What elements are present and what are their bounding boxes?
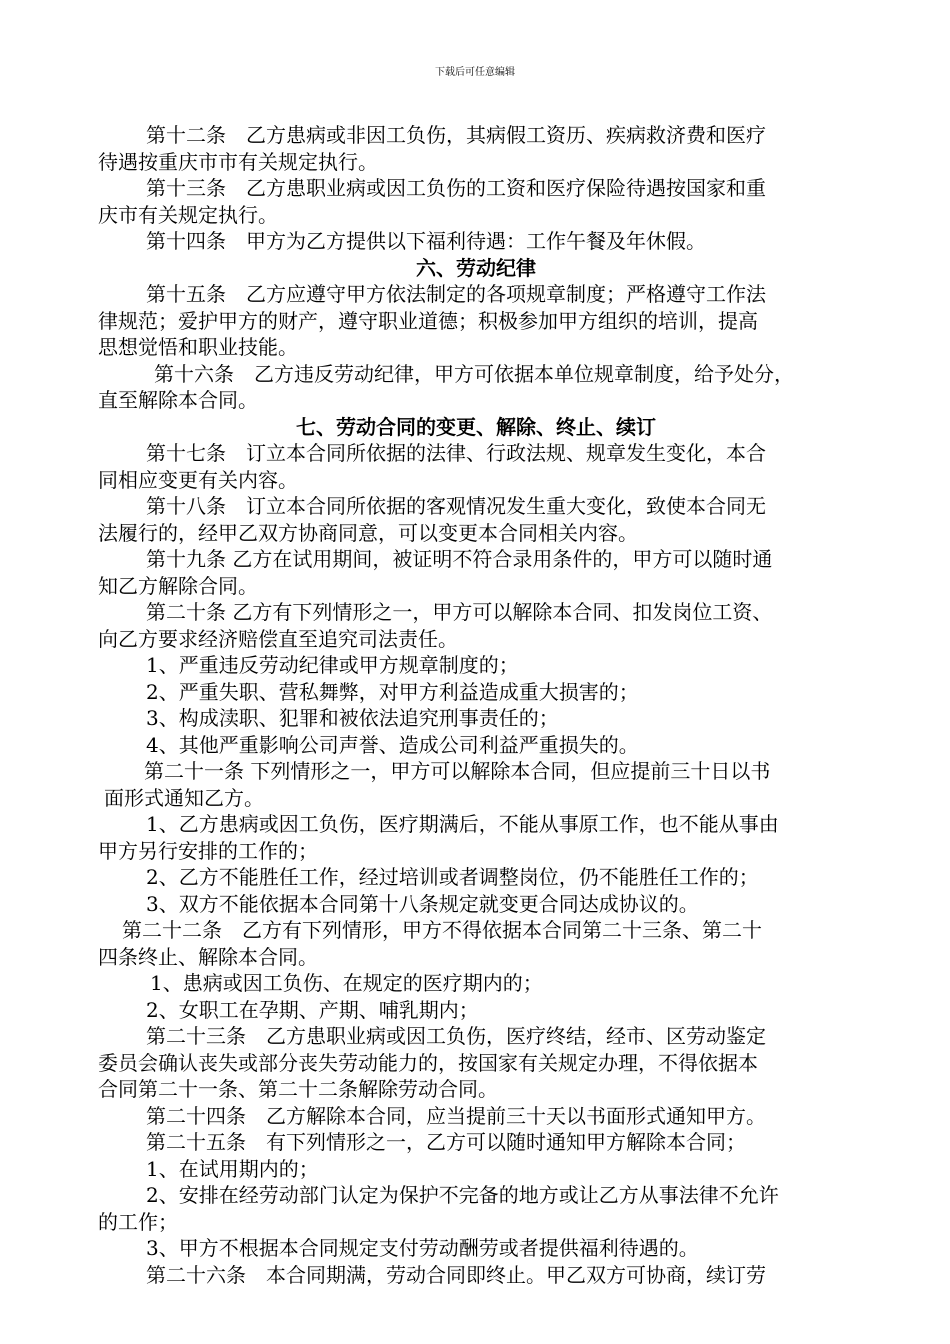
document-body xyxy=(98,122,854,1288)
paragraph-line: 第二十四条 乙方解除本合同，应当提前三十天以书面形式通知甲方。 xyxy=(146,1103,766,1128)
paragraph-line: 面形式通知乙方。 xyxy=(104,785,264,810)
paragraph-line: 3、双方不能依据本合同第十八条规定就变更合同达成协议的。 xyxy=(146,891,699,916)
paragraph-line: 第十三条 乙方患职业病或因工负伤的工资和医疗保险待遇按国家和重 xyxy=(146,176,766,200)
paragraph-line: 2、女职工在孕期、产期、哺乳期内； xyxy=(146,997,479,1022)
paragraph-line: 第二十三条 乙方患职业病或因工负伤，医疗终结，经市、区劳动鉴定 xyxy=(146,1024,766,1048)
paragraph-line: 第十八条 订立本合同所依据的客观情况发生重大变化，致使本合同无 xyxy=(146,494,766,518)
paragraph-line: 直至解除本合同。 xyxy=(98,388,258,412)
paragraph-line: 合同第二十一条、第二十二条解除劳动合同。 xyxy=(98,1077,498,1101)
paragraph-line: 3、甲方不根据本合同规定支付劳动酬劳或者提供福利待遇的。 xyxy=(146,1236,699,1260)
paragraph-line: 第十五条 乙方应遵守甲方依法制定的各项规章制度；严格遵守工作法 xyxy=(146,282,766,306)
paragraph-line: 4、其他严重影响公司声誉、造成公司利益严重损失的。 xyxy=(146,732,639,757)
paragraph-line: 1、严重违反劳动纪律或甲方规章制度的； xyxy=(146,653,519,677)
paragraph-line: 2、乙方不能胜任工作，经过培训或者调整岗位，仍不能胜任工作的； xyxy=(146,865,759,889)
paragraph-line: 知乙方解除合同。 xyxy=(98,573,258,598)
paragraph-line: 3、构成渎职、犯罪和被依法追究刑事责任的； xyxy=(146,706,559,730)
paragraph-line: 第二十五条 有下列情形之一，乙方可以随时通知甲方解除本合同； xyxy=(146,1130,746,1154)
section-heading: 六、劳动纪律 xyxy=(416,255,536,280)
paragraph-line: 1、患病或因工负伤、在规定的医疗期内的； xyxy=(150,971,543,995)
paragraph-line: 第二十条 乙方有下列情形之一，甲方可以解除本合同、扣发岗位工资、 xyxy=(146,600,773,624)
paragraph-line: 委员会确认丧失或部分丧失劳动能力的，按国家有关规定办理，不得依据本 xyxy=(98,1050,758,1075)
paragraph-line: 2、严重失职、营私舞弊，对甲方利益造成重大损害的； xyxy=(146,679,639,704)
paragraph-line: 第十二条 乙方患病或非因工负伤，其病假工资历、疾病救济费和医疗 xyxy=(146,123,766,147)
paragraph-line: 第十四条 甲方为乙方提供以下福利待遇：工作午餐及年休假。 xyxy=(146,229,706,253)
paragraph-line: 同相应变更有关内容。 xyxy=(98,467,298,492)
paragraph-line: 庆市有关规定执行。 xyxy=(98,202,278,227)
paragraph-line: 第二十一条 下列情形之一，甲方可以解除本合同，但应提前三十日以书 xyxy=(144,759,771,783)
paragraph-line: 律规范；爱护甲方的财产，遵守职业道德；积极参加甲方组织的培训，提高 xyxy=(98,308,758,333)
paragraph-line: 1、在试用期内的； xyxy=(146,1156,319,1181)
paragraph-line: 第十六条 乙方违反劳动纪律，甲方可依据本单位规章制度，给予处分， xyxy=(154,361,794,386)
paragraph-line: 向乙方要求经济赔偿直至追究司法责任。 xyxy=(98,626,458,651)
paragraph-line: 思想觉悟和职业技能。 xyxy=(98,335,298,359)
paragraph-line: 待遇按重庆市市有关规定执行。 xyxy=(98,149,378,174)
paragraph-line: 第二十二条 乙方有下列情形，甲方不得依据本合同第二十三条、第二十 xyxy=(122,918,762,942)
paragraph-line: 四条终止、解除本合同。 xyxy=(98,944,318,969)
paragraph-line: 第十九条 乙方在试用期间，被证明不符合录用条件的，甲方可以随时通 xyxy=(146,547,773,571)
paragraph-line: 的工作； xyxy=(98,1209,178,1234)
paragraph-line: 第二十六条 本合同期满，劳动合同即终止。甲乙双方可协商，续订劳 xyxy=(146,1262,766,1287)
paragraph-line: 1、乙方患病或因工负伤，医疗期满后，不能从事原工作，也不能从事由 xyxy=(146,812,779,836)
paragraph-line: 甲方另行安排的工作的； xyxy=(98,838,318,863)
page-header: 下载后可任意编辑 xyxy=(435,67,515,78)
paragraph-line: 第十七条 订立本合同所依据的法律、行政法规、规章发生变化，本合 xyxy=(146,441,766,465)
paragraph-line: 2、安排在经劳动部门认定为保护不完备的地方或让乙方从事法律不允许 xyxy=(146,1183,779,1207)
section-heading: 七、劳动合同的变更、解除、终止、续订 xyxy=(296,414,656,439)
paragraph-line: 法履行的，经甲乙双方协商同意，可以变更本合同相关内容。 xyxy=(98,520,638,545)
